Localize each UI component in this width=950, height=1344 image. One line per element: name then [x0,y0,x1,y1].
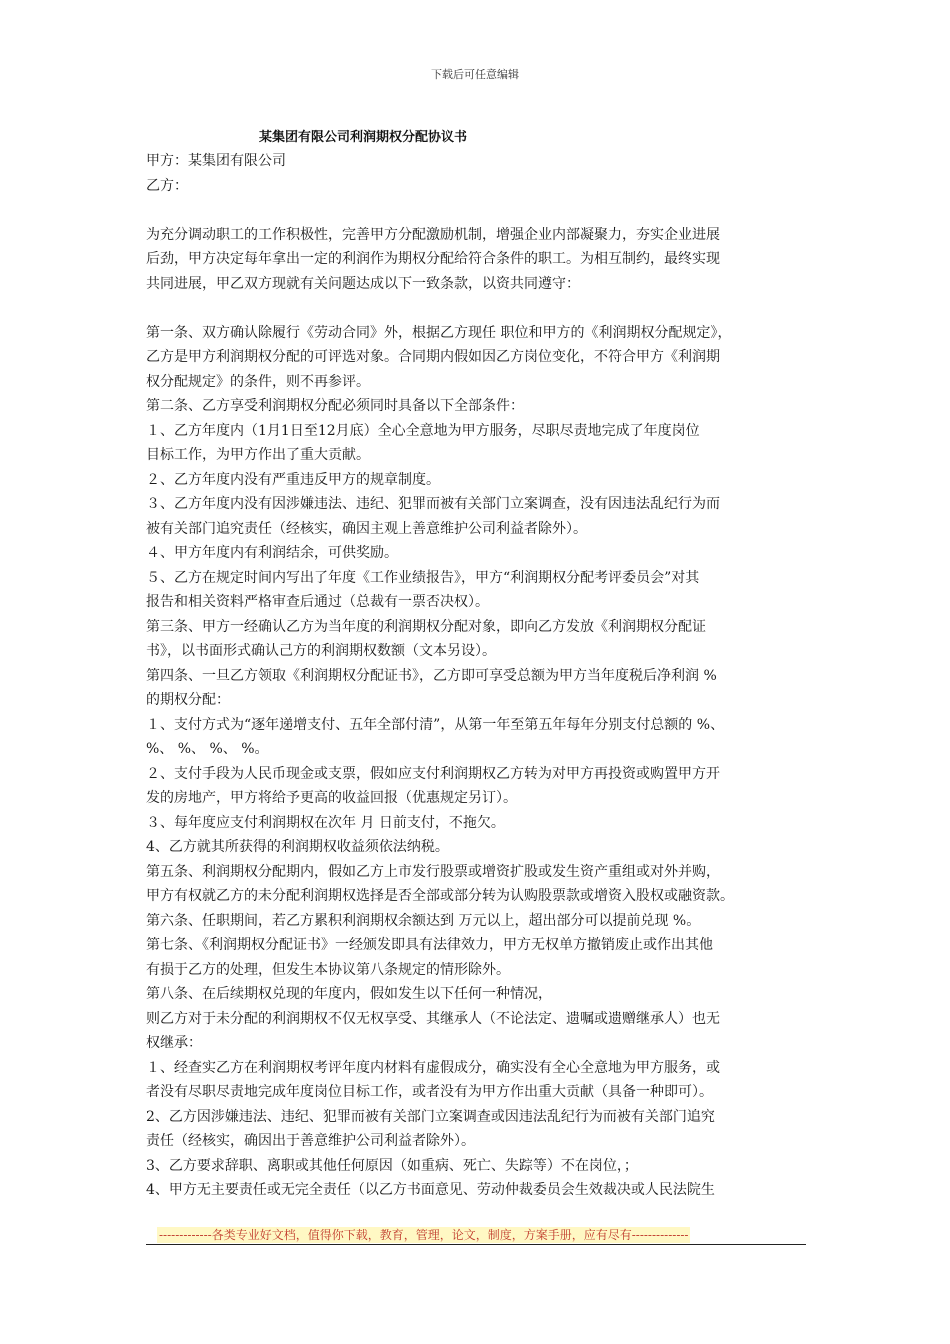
body-line: 第一条、双方确认除履行《劳动合同》外，根据乙方现任 职位和甲方的《利润期权分配规定》， [146,324,732,341]
body-line: 4、乙方就其所获得的利润期权收益须依法纳税。 [146,839,449,855]
body-line: ３、每年度应支付利润期权在次年 月 日前支付，不拖欠。 [146,814,505,831]
body-line: 的期权分配： [146,692,230,708]
body-line: 第三条、甲方一经确认乙方为当年度的利润期权分配对象，即向乙方发放《利润期权分配证 [146,618,706,635]
body-line: 第四条、一旦乙方领取《利润期权分配证书》，乙方即可享受总额为甲方当年度税后净利润 % [146,667,717,684]
body-line: 第八条、在后续期权兑现的年度内，假如发生以下任何一种情况， [146,986,552,1002]
body-line: 权继承： [146,1035,202,1051]
body-line: 权分配规定》的条件，则不再参评。 [146,373,370,390]
body-line: ５、乙方在规定时间内写出了年度《工作业绩报告》，甲方“利润期权分配考评委员会”对其 [146,569,700,586]
body-line: １、乙方年度内（1月1日至12月底）全心全意地为甲方服务，尽职尽责地完成了年度岗位 [146,422,700,439]
body-line: 被有关部门追究责任（经核实，确因主观上善意维护公司利益者除外）。 [146,520,587,537]
body-line: 为充分调动职工的工作积极性，完善甲方分配激励机制，增强企业内部凝聚力，夯实企业进展 [146,226,720,243]
body-line: 乙方： [146,177,188,194]
footer-banner: -------------各类专业好文档，值得你下载，教育，管理，论文，制度，方案手册，应有尽有-------------- [159,1228,689,1242]
body-line: １、经查实乙方在利润期权考评年度内材料有虚假成分，确实没有全心全意地为甲方服务，或 [146,1059,720,1076]
body-line: 甲方有权就乙方的未分配利润期权选择是否全部或部分转为认购股票款或增资入股权或融资款。 [146,888,734,904]
body-line: 目标工作，为甲方作出了重大贡献。 [146,447,370,463]
body-line: 有损于乙方的处理，但发生本协议第八条规定的情形除外。 [146,961,510,978]
body-line: 第七条、《利润期权分配证书》一经颁发即具有法律效力，甲方无权单方撤销废止或作出其他 [146,937,713,953]
body-line: 4、甲方无主要责任或无完全责任（以乙方书面意见、劳动仲裁委员会生效裁决或人民法院生 [146,1182,715,1198]
body-line: 3、乙方要求辞职、离职或其他任何原因（如重病、死亡、失踪等）不在岗位，； [146,1157,638,1174]
body-line: 第六条、任职期间，若乙方累积利润期权余额达到 万元以上，超出部分可以提前兑现 %。 [146,912,701,929]
body-line: 则乙方对于未分配的利润期权不仅无权享受、其继承人（不论法定、遗嘱或遗赠继承人）也无 [146,1010,720,1027]
body-line: 责任（经核实，确因出于善意维护公司利益者除外）。 [146,1133,475,1149]
body-line: ４、甲方年度内有利润结余，可供奖励。 [146,545,398,561]
body-line: ２、乙方年度内没有严重违反甲方的规章制度。 [146,471,440,488]
body-line: %、 %、 %、 %。 [146,741,269,757]
body-line: 报告和相关资料严格审查后通过（总裁有一票否决权）。 [146,594,489,610]
body-line: 书》，以书面形式确认己方的利润期权数额（文本另设）。 [146,643,496,659]
footer-rule [146,1244,806,1245]
header-note: 下载后可任意编辑 [431,68,519,81]
body-line: 乙方是甲方利润期权分配的可评选对象。合同期内假如因乙方岗位变化，不符合甲方《利润期 [146,349,720,365]
document-body [146,149,826,1203]
document-title: 某集团有限公司利润期权分配协议书 [259,130,468,145]
blank-line [146,296,826,321]
body-line: ２、支付手段为人民币现金或支票，假如应支付利润期权乙方转为对甲方再投资或购置甲方开 [146,765,720,782]
body-line: 后劲，甲方决定每年拿出一定的利润作为期权分配给符合条件的职工。为相互制约，最终实现 [146,251,720,267]
body-line: 发的房地产，甲方将给予更高的收益回报（优惠规定另订）。 [146,790,517,806]
body-line: 第五条、利润期权分配期内，假如乙方上市发行股票或增资扩股或发生资产重组或对外并购， [146,863,720,880]
body-line: 第二条、乙方享受利润期权分配必须同时具备以下全部条件： [146,398,524,414]
blank-line [146,198,826,223]
body-line: １、支付方式为“逐年递增支付、五年全部付清”，从第一年至第五年每年分别支付总额的 %、 [146,716,725,733]
body-line: 者没有尽职尽责地完成年度岗位目标工作，或者没有为甲方作出重大贡献（具备一种即可）。 [146,1084,713,1100]
body-line: ３、乙方年度内没有因涉嫌违法、违纪、犯罪而被有关部门立案调查，没有因违法乱纪行为而 [146,496,720,512]
body-line: 甲方：某集团有限公司 [146,153,286,169]
body-line: 共同进展，甲乙双方现就有关问题达成以下一致条款，以资共同遵守： [146,275,580,292]
body-line: 2、乙方因涉嫌违法、违纪、犯罪而被有关部门立案调查或因违法乱纪行为而被有关部门追究 [146,1108,715,1125]
